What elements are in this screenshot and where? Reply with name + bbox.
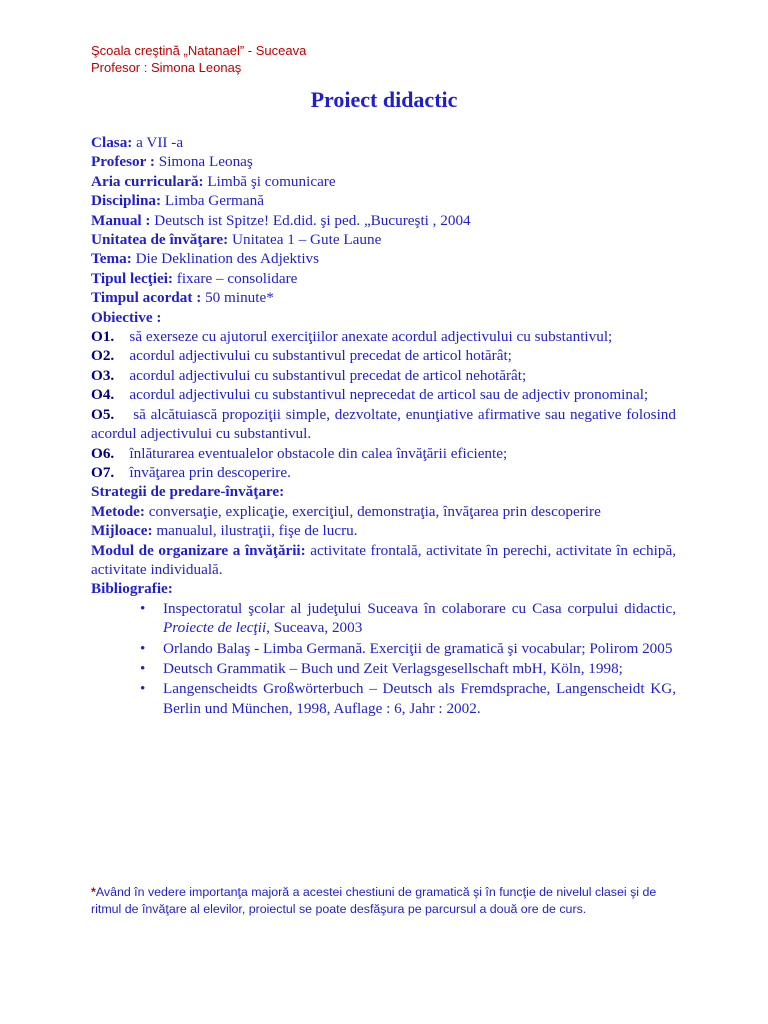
field-manual: Manual : Deutsch ist Spitze! Ed.did. şi ped. „Bucureşti , 2004 bbox=[91, 211, 471, 229]
objective-item: O1. să exerseze cu ajutorul exerciţiilor anexate acordul adjectivului cu substantivul; bbox=[91, 328, 613, 346]
objective-item: O3. acordul adjectivului cu substantivul precedat de articol nehotărât; bbox=[91, 366, 527, 384]
school-name: Şcoala creştină „Natanael” - Suceava bbox=[91, 43, 307, 58]
field-class: Clasa: a VII -a bbox=[91, 134, 184, 151]
bullet-icon: • bbox=[140, 659, 146, 677]
footnote-text: Având în vedere importanţa majoră a acestei chestiuni de gramatică şi în funcţie de nivelul clasei şi de ritmul de învăţare al elevilor, proiectul se poate desfăşura pe parcursul a două ore de curs. bbox=[91, 885, 657, 916]
bibliography-item: • Orlando Balaş - Limba Germană. Exerciţii de gramatică şi vocabular; Polirom 2005 bbox=[140, 639, 673, 657]
objective-item: O6. înlăturarea eventualelor obstacole din calea învăţării eficiente; bbox=[91, 444, 508, 462]
lesson-plan-body bbox=[91, 133, 676, 719]
objective-item: O4. acordul adjectivului cu substantivul neprecedat de articol sau de adjectiv pronominal; bbox=[91, 386, 649, 404]
bibliography-item: • Deutsch Grammatik – Buch und Zeit Verlagsgesellschaft mbH, Köln, 1998; bbox=[140, 659, 623, 677]
field-time: Timpul acordat : 50 minute* bbox=[91, 289, 274, 307]
field-subject: Disciplina: Limba Germană bbox=[91, 192, 264, 210]
header-teacher: Profesor : Simona Leonaş bbox=[91, 60, 242, 75]
field-means: Mijloace: manualul, ilustraţii, fişe de lucru. bbox=[91, 522, 358, 540]
objective-item: O7. învăţarea prin descoperire. bbox=[91, 463, 291, 481]
objective-item: O2. acordul adjectivului cu substantivul precedat de articol hotărât; bbox=[91, 347, 512, 365]
field-teacher: Profesor : Simona Leonaş bbox=[91, 153, 253, 171]
page-title: Proiect didactic bbox=[310, 87, 458, 112]
bullet-icon: • bbox=[140, 680, 146, 698]
footnote-star: * bbox=[91, 885, 96, 899]
field-methods: Metode: conversaţie, explicaţie, exerciţiul, demonstraţia, învăţarea prin descoperire bbox=[91, 502, 601, 520]
objective-item: O5. să alcătuiască propoziţii simple, dezvoltate, enunţiative afirmative sau negative folosind acordul adjectivului cu substantivul. bbox=[91, 405, 676, 443]
bullet-icon: • bbox=[140, 599, 146, 617]
field-lesson-type: Tipul lecţiei: fixare – consolidare bbox=[91, 269, 298, 287]
bibliography-heading: Bibliografie: bbox=[91, 580, 173, 598]
field-topic: Tema: Die Deklination des Adjektivs bbox=[91, 250, 320, 268]
strategies-heading: Strategii de predare-învăţare: bbox=[91, 483, 285, 501]
bibliography-item: • Inspectoratul şcolar al judeţului Suceava în colaborare cu Casa corpului didactic, Proiecte de lecţii, Suceava, 2003 bbox=[140, 599, 676, 637]
objectives-heading: Obiective : bbox=[91, 308, 162, 326]
bullet-icon: • bbox=[140, 639, 146, 657]
field-organization: Modul de organizare a învăţării: activitate frontală, activitate în perechi, activitate în echipă, activitate individuală. bbox=[91, 541, 676, 578]
footnote bbox=[91, 884, 676, 918]
field-learning-unit: Unitatea de învăţare: Unitatea 1 – Gute Laune bbox=[91, 231, 382, 249]
document-header bbox=[91, 42, 306, 76]
bibliography-item: • Langenscheidts Großwörterbuch – Deutsch als Fremdsprache, Langenscheidt KG, Berlin und München, 1998, Auflage : 6, Jahr : 2002. bbox=[140, 680, 676, 717]
bibliography-list bbox=[91, 599, 676, 718]
field-curricular-area: Aria curriculară: Limbă şi comunicare bbox=[91, 172, 336, 190]
